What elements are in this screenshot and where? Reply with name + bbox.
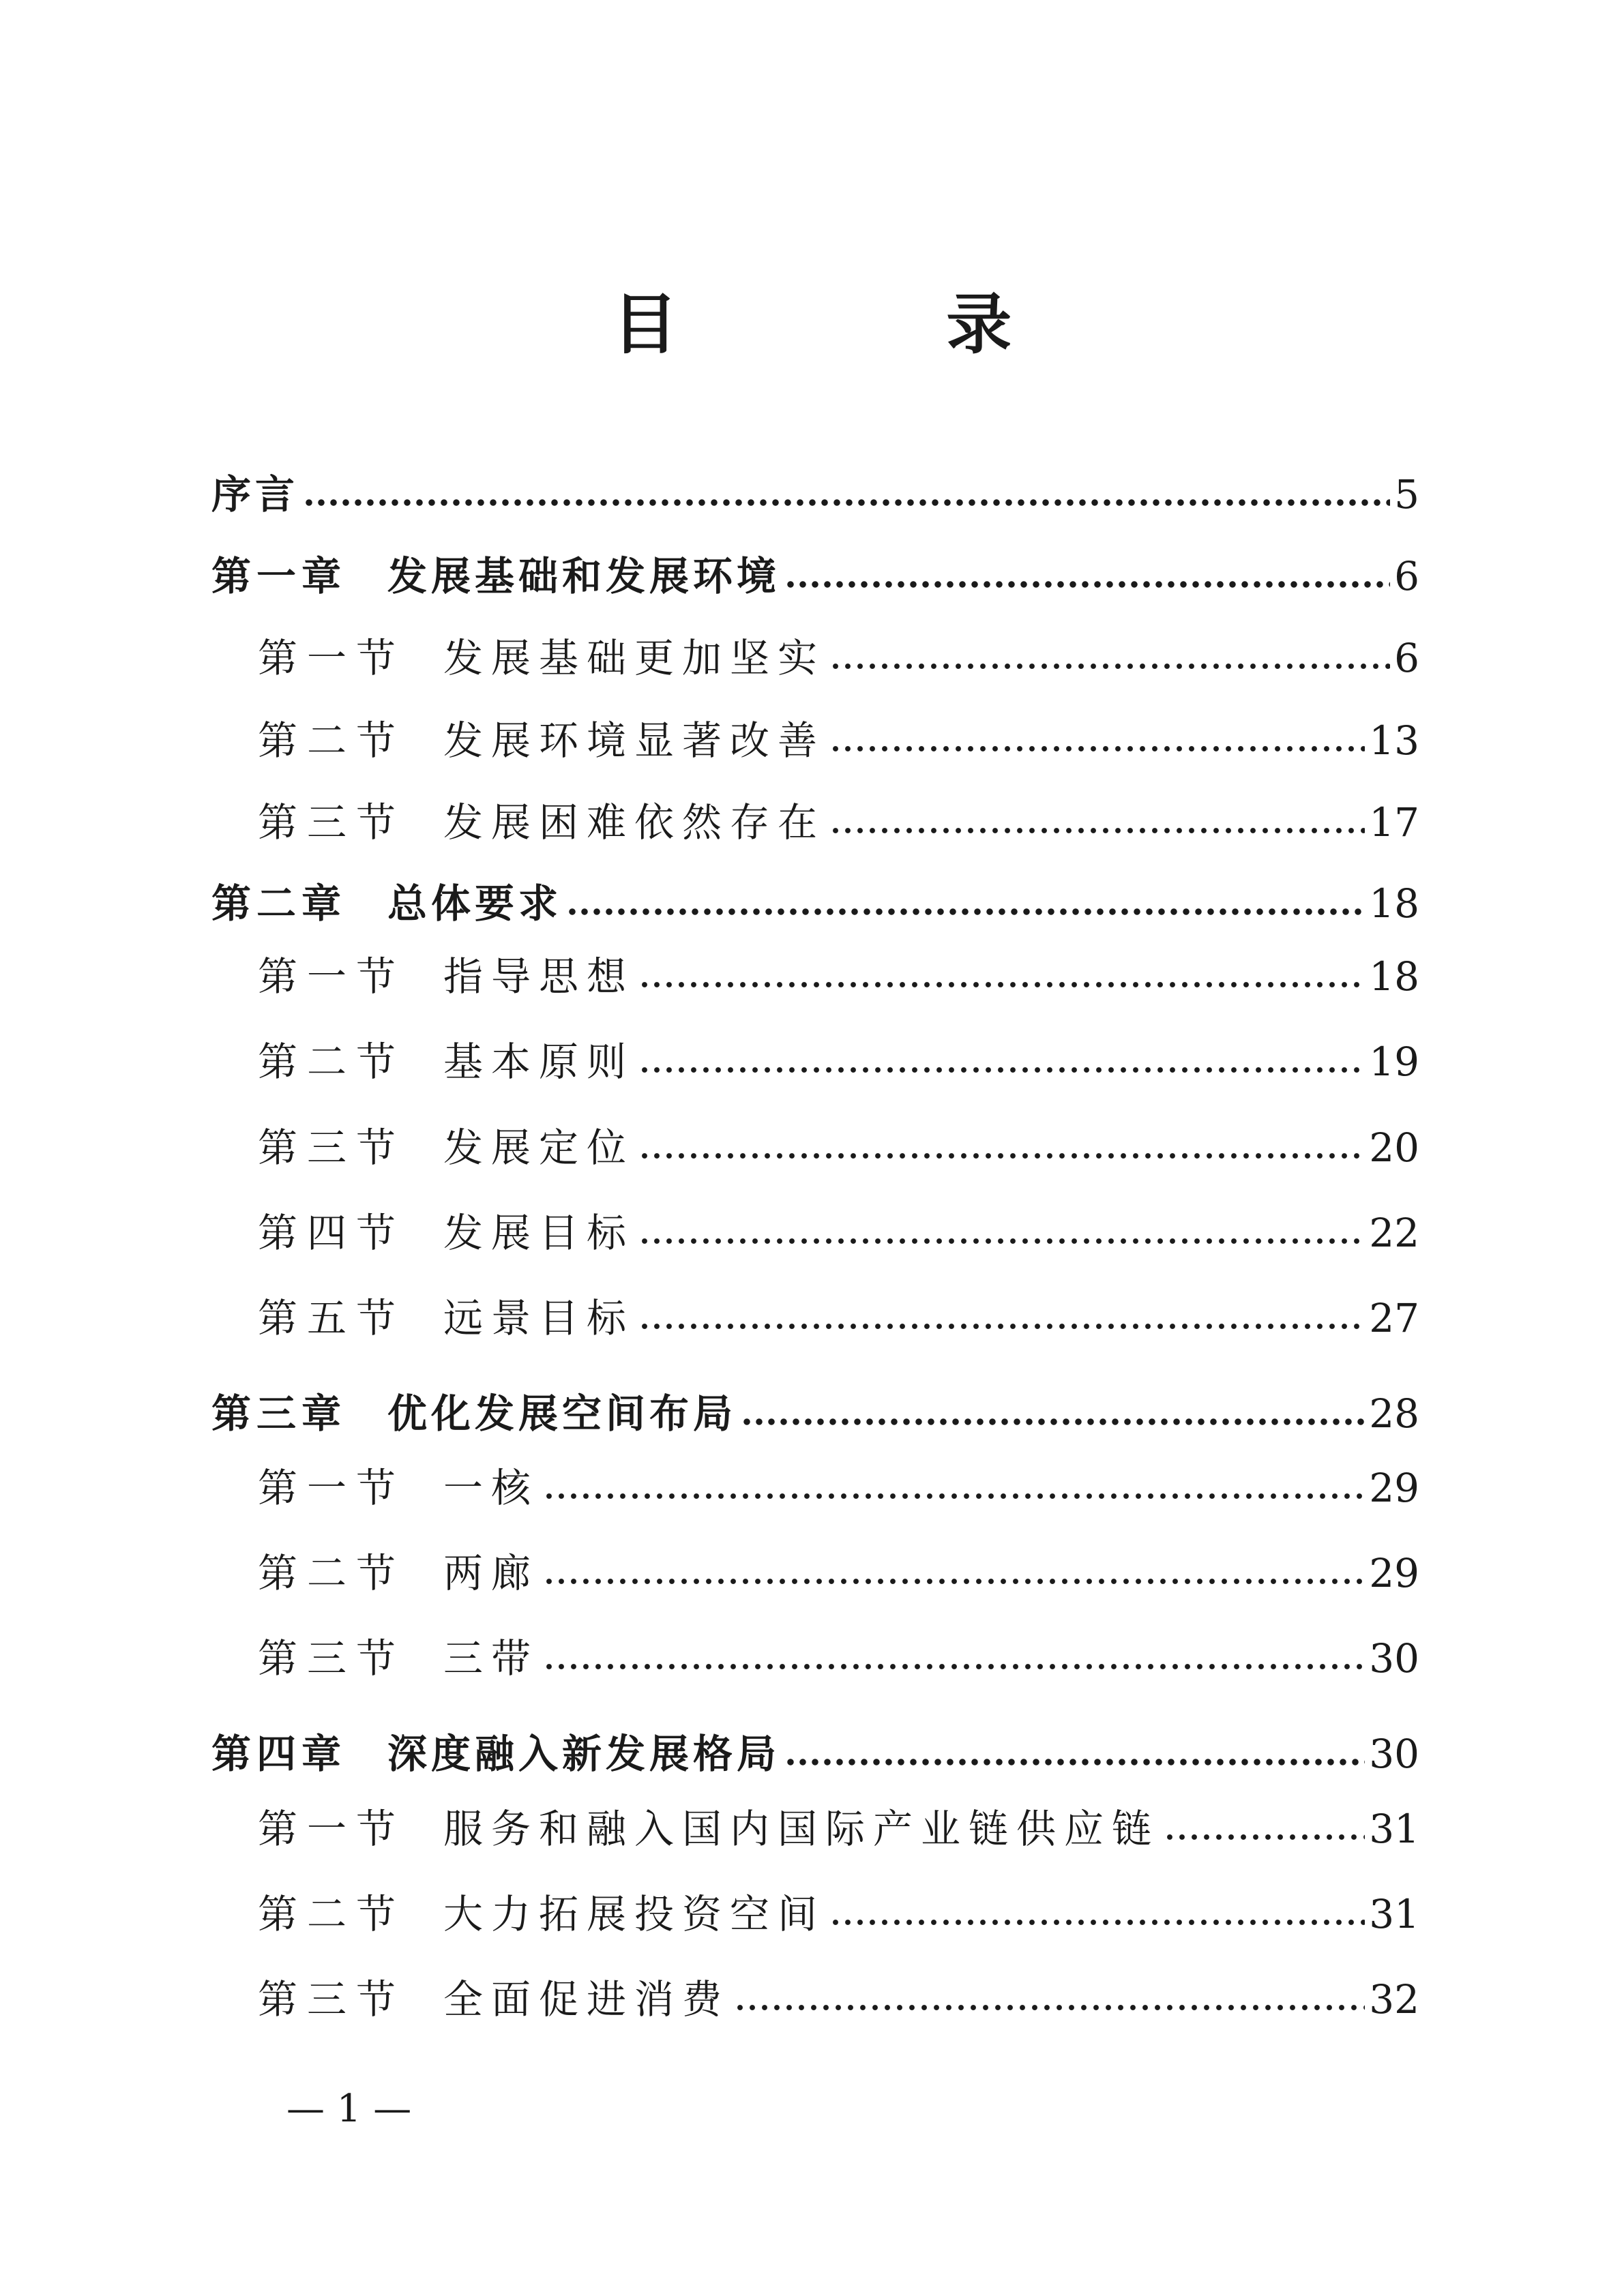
toc-section-number: 第四节 [258, 1210, 406, 1256]
toc-entry-title: 发展定位 [443, 1124, 635, 1171]
toc-section-number: 第五节 [258, 1295, 406, 1341]
toc-entry-title: 深度融入新发展格局 [387, 1731, 781, 1777]
toc-entry-section[interactable] [258, 1972, 1419, 2027]
dot-leader [829, 826, 1365, 835]
toc-entry-title: 指导思想 [443, 953, 635, 1000]
toc-section-number: 第二节 [258, 717, 406, 764]
dot-leader [741, 1418, 1365, 1426]
toc-page-number: 31 [1369, 1891, 1419, 1937]
toc-entry-title: 基本原则 [443, 1039, 635, 1085]
toc-entry-title: 发展基础更加坚实 [443, 635, 826, 681]
toc-page-number: 27 [1369, 1295, 1419, 1341]
dot-leader [566, 908, 1365, 916]
toc-entry-title: 优化发展空间布局 [387, 1390, 737, 1437]
toc-section-number: 第二节 [258, 1550, 406, 1596]
toc-page-number: 30 [1369, 1731, 1419, 1777]
toc-section-number: 第一节 [258, 953, 406, 1000]
toc-chapter-number: 第二章 [211, 880, 347, 927]
toc-section-number: 第三节 [258, 799, 406, 846]
dot-leader [638, 981, 1365, 989]
page-number-footer: — 1 — [286, 2087, 412, 2131]
toc-page-number: 20 [1369, 1124, 1419, 1171]
toc-entry-section[interactable] [258, 795, 1419, 850]
dot-leader [638, 1152, 1365, 1160]
toc-page-number: 32 [1369, 1976, 1419, 2023]
toc-page-number: 31 [1369, 1806, 1419, 1852]
dot-leader [784, 580, 1390, 588]
toc-entry-chapter-3[interactable] [211, 1386, 1419, 1441]
toc-entry-title: 三带 [443, 1635, 540, 1682]
toc-page-number: 18 [1369, 880, 1419, 927]
toc-page-number: 6 [1394, 553, 1419, 599]
toc-section-number: 第三节 [258, 1635, 406, 1682]
toc-entry-section[interactable] [258, 1887, 1419, 1941]
toc-entry-title: 服务和融入国内国际产业链供应链 [443, 1806, 1160, 1852]
toc-entry-title: 序言 [211, 471, 299, 518]
toc-page-number: 29 [1369, 1550, 1419, 1596]
toc-entry-title: 一核 [443, 1465, 540, 1511]
toc-entry-chapter-2[interactable] [211, 876, 1419, 931]
toc-page-number: 5 [1394, 471, 1419, 518]
dot-leader [734, 2003, 1365, 2012]
toc-chapter-number: 第四章 [211, 1731, 347, 1777]
dot-leader [543, 1492, 1365, 1500]
dot-leader [829, 745, 1365, 753]
toc-entry-section[interactable] [258, 631, 1419, 685]
dot-leader [638, 1066, 1365, 1074]
dot-leader [543, 1577, 1365, 1585]
toc-section-number: 第三节 [258, 1976, 406, 2023]
toc-section-number: 第二节 [258, 1039, 406, 1085]
toc-section-number: 第一节 [258, 1465, 406, 1511]
toc-entry-title: 大力拓展投资空间 [443, 1891, 826, 1937]
toc-entry-section[interactable] [258, 1291, 1419, 1345]
toc-entry-section[interactable] [258, 1546, 1419, 1600]
toc-page-number: 6 [1394, 635, 1419, 681]
toc-entry-section[interactable] [258, 713, 1419, 768]
toc-entry-section[interactable] [258, 1631, 1419, 1686]
toc-entry-section[interactable] [258, 1034, 1419, 1089]
toc-entry-title: 远景目标 [443, 1295, 635, 1341]
toc-entry-section[interactable] [258, 1461, 1419, 1515]
toc-entry-section[interactable] [258, 949, 1419, 1004]
toc-section-number: 第二节 [258, 1891, 406, 1937]
dot-leader [543, 1663, 1365, 1671]
toc-page-number: 18 [1369, 953, 1419, 1000]
toc-entry-chapter-4[interactable] [211, 1727, 1419, 1781]
dot-leader [829, 662, 1390, 670]
toc-section-number: 第一节 [258, 635, 406, 681]
dot-leader [1164, 1833, 1365, 1841]
dot-leader [638, 1322, 1365, 1330]
toc-entry-title: 两廊 [443, 1550, 540, 1596]
toc-chapter-number: 第一章 [211, 553, 347, 599]
dot-leader [784, 1758, 1365, 1766]
dot-leader [829, 1918, 1365, 1926]
toc-page-number: 19 [1369, 1039, 1419, 1085]
toc-page-number: 22 [1369, 1210, 1419, 1256]
toc-entry-title: 发展目标 [443, 1210, 635, 1256]
toc-entry-chapter-1[interactable] [211, 549, 1419, 603]
toc-page-number: 13 [1369, 717, 1419, 764]
toc-entry-section[interactable] [258, 1120, 1419, 1175]
toc-page-number: 29 [1369, 1465, 1419, 1511]
toc-entry-title: 全面促进消费 [443, 1976, 730, 2023]
toc-page-number: 17 [1369, 799, 1419, 846]
dot-leader [303, 498, 1390, 507]
toc-entry-title: 发展困难依然存在 [443, 799, 826, 846]
toc-page-number: 28 [1369, 1390, 1419, 1437]
dot-leader [638, 1237, 1365, 1245]
toc-section-number: 第一节 [258, 1806, 406, 1852]
toc-entry-title: 发展基础和发展环境 [387, 553, 781, 599]
toc-page-number: 30 [1369, 1635, 1419, 1682]
toc-chapter-number: 第三章 [211, 1390, 347, 1437]
toc-section-number: 第三节 [258, 1124, 406, 1171]
toc-entry-section[interactable] [258, 1802, 1419, 1856]
page-title: 目 录 [612, 286, 1135, 363]
toc-entry-title: 发展环境显著改善 [443, 717, 826, 764]
toc-entry-section[interactable] [258, 1206, 1419, 1260]
toc-entry-preface[interactable] [211, 467, 1419, 522]
toc-entry-title: 总体要求 [387, 880, 563, 927]
